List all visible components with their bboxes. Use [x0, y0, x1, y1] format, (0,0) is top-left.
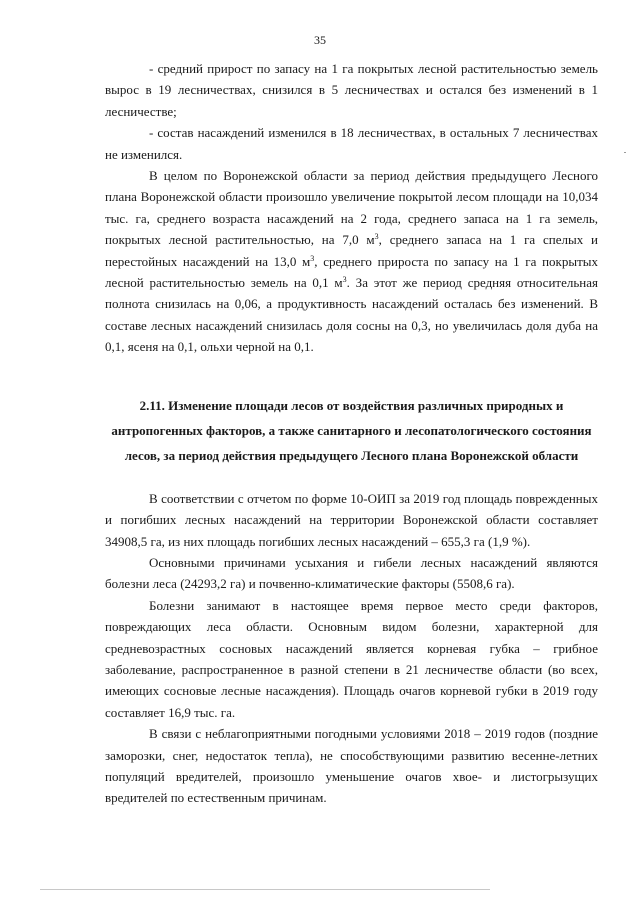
superscript: 3 [374, 232, 379, 242]
summary-text: В целом по Воронежской области за период действия предыдущего Лесного плана Воронежской области произошло увеличение покрытой лесом площади на 10,034 тыс. га, среднего возраста насаждений на 2 года, среднего запаса на 1 га земель, покрытых лесной растительностью, на 7,0 м [105, 168, 598, 248]
list-item: - средний прирост по запасу на 1 га покрытых лесной растительностью земель вырос в 19 лесничествах, снизился в 5 лесничествах и остался без изменений в 1 лесничестве; [105, 61, 598, 119]
document-body [105, 58, 598, 809]
body-paragraph: Основными причинами усыхания и гибели лесных насаждений являются болезни леса (24293,2 га) и почвенно-климатические факторы (5508,6 га). [105, 554, 598, 592]
section-heading: 2.11. Изменение площади лесов от воздействия различных природных и антропогенных факторов, а также санитарного и лесопатологического состояния лесов, за период действия предыдущего Лесного плана Воронежской области [111, 397, 592, 463]
summary-text: , среднего прироста по запасу на 1 га покрытых лесной растительностью земель на 0,1 м [105, 253, 598, 291]
summary-text: . За этот же период средняя относительная полнота снизилась на 0,06, а продуктивность насаждений осталась без изменений. В составе лесных насаждений снизилась доля сосны на 0,3, но увеличилась доля дуба на 0,1, ясеня на 0,1, ольхи черной на 0,1. [105, 275, 598, 355]
scan-edge-line [40, 889, 490, 890]
superscript: 3 [342, 275, 347, 285]
page-number: 35 [314, 33, 326, 47]
list-item: - состав насаждений изменился в 18 лесничествах, в остальных 7 лесничествах не изменился. [105, 125, 598, 162]
body-paragraph: В связи с неблагоприятными погодными условиями 2018 – 2019 годов (поздние заморозки, снег, недостаток тепла), не способствующими развитию весенне-летних популяций вредителей, произошло уменьшение очагов хвое- и листогрызущих вредителей по естественным причинам. [105, 726, 598, 806]
superscript: 3 [310, 253, 315, 263]
body-paragraph: Болезни занимают в настоящее время первое место среди факторов, повреждающих леса области. Основным видом болезни, характерной для средневозрастных сосновых насаждений является корневая губка – грибное заболевание, распространенное в разной степени в 21 лесничестве области (во всех, имеющих сосновые лесные насаждения). Площадь очагов корневой губки в 2019 году составляет 16,9 тыс. га. [105, 597, 598, 720]
summary-text: , среднего запаса на 1 га спелых и перестойных насаждений на 13,0 м [105, 232, 599, 269]
body-paragraph: В соответствии с отчетом по форме 10-ОИП за 2019 год площадь поврежденных и погибших лесных насаждений на территории Воронежской области составляет 34908,5 га, из них площадь погибших лесных насаждений – 655,3 га (1,9 %). [105, 490, 598, 549]
scan-speck [624, 152, 626, 153]
summary-paragraph [105, 165, 598, 358]
